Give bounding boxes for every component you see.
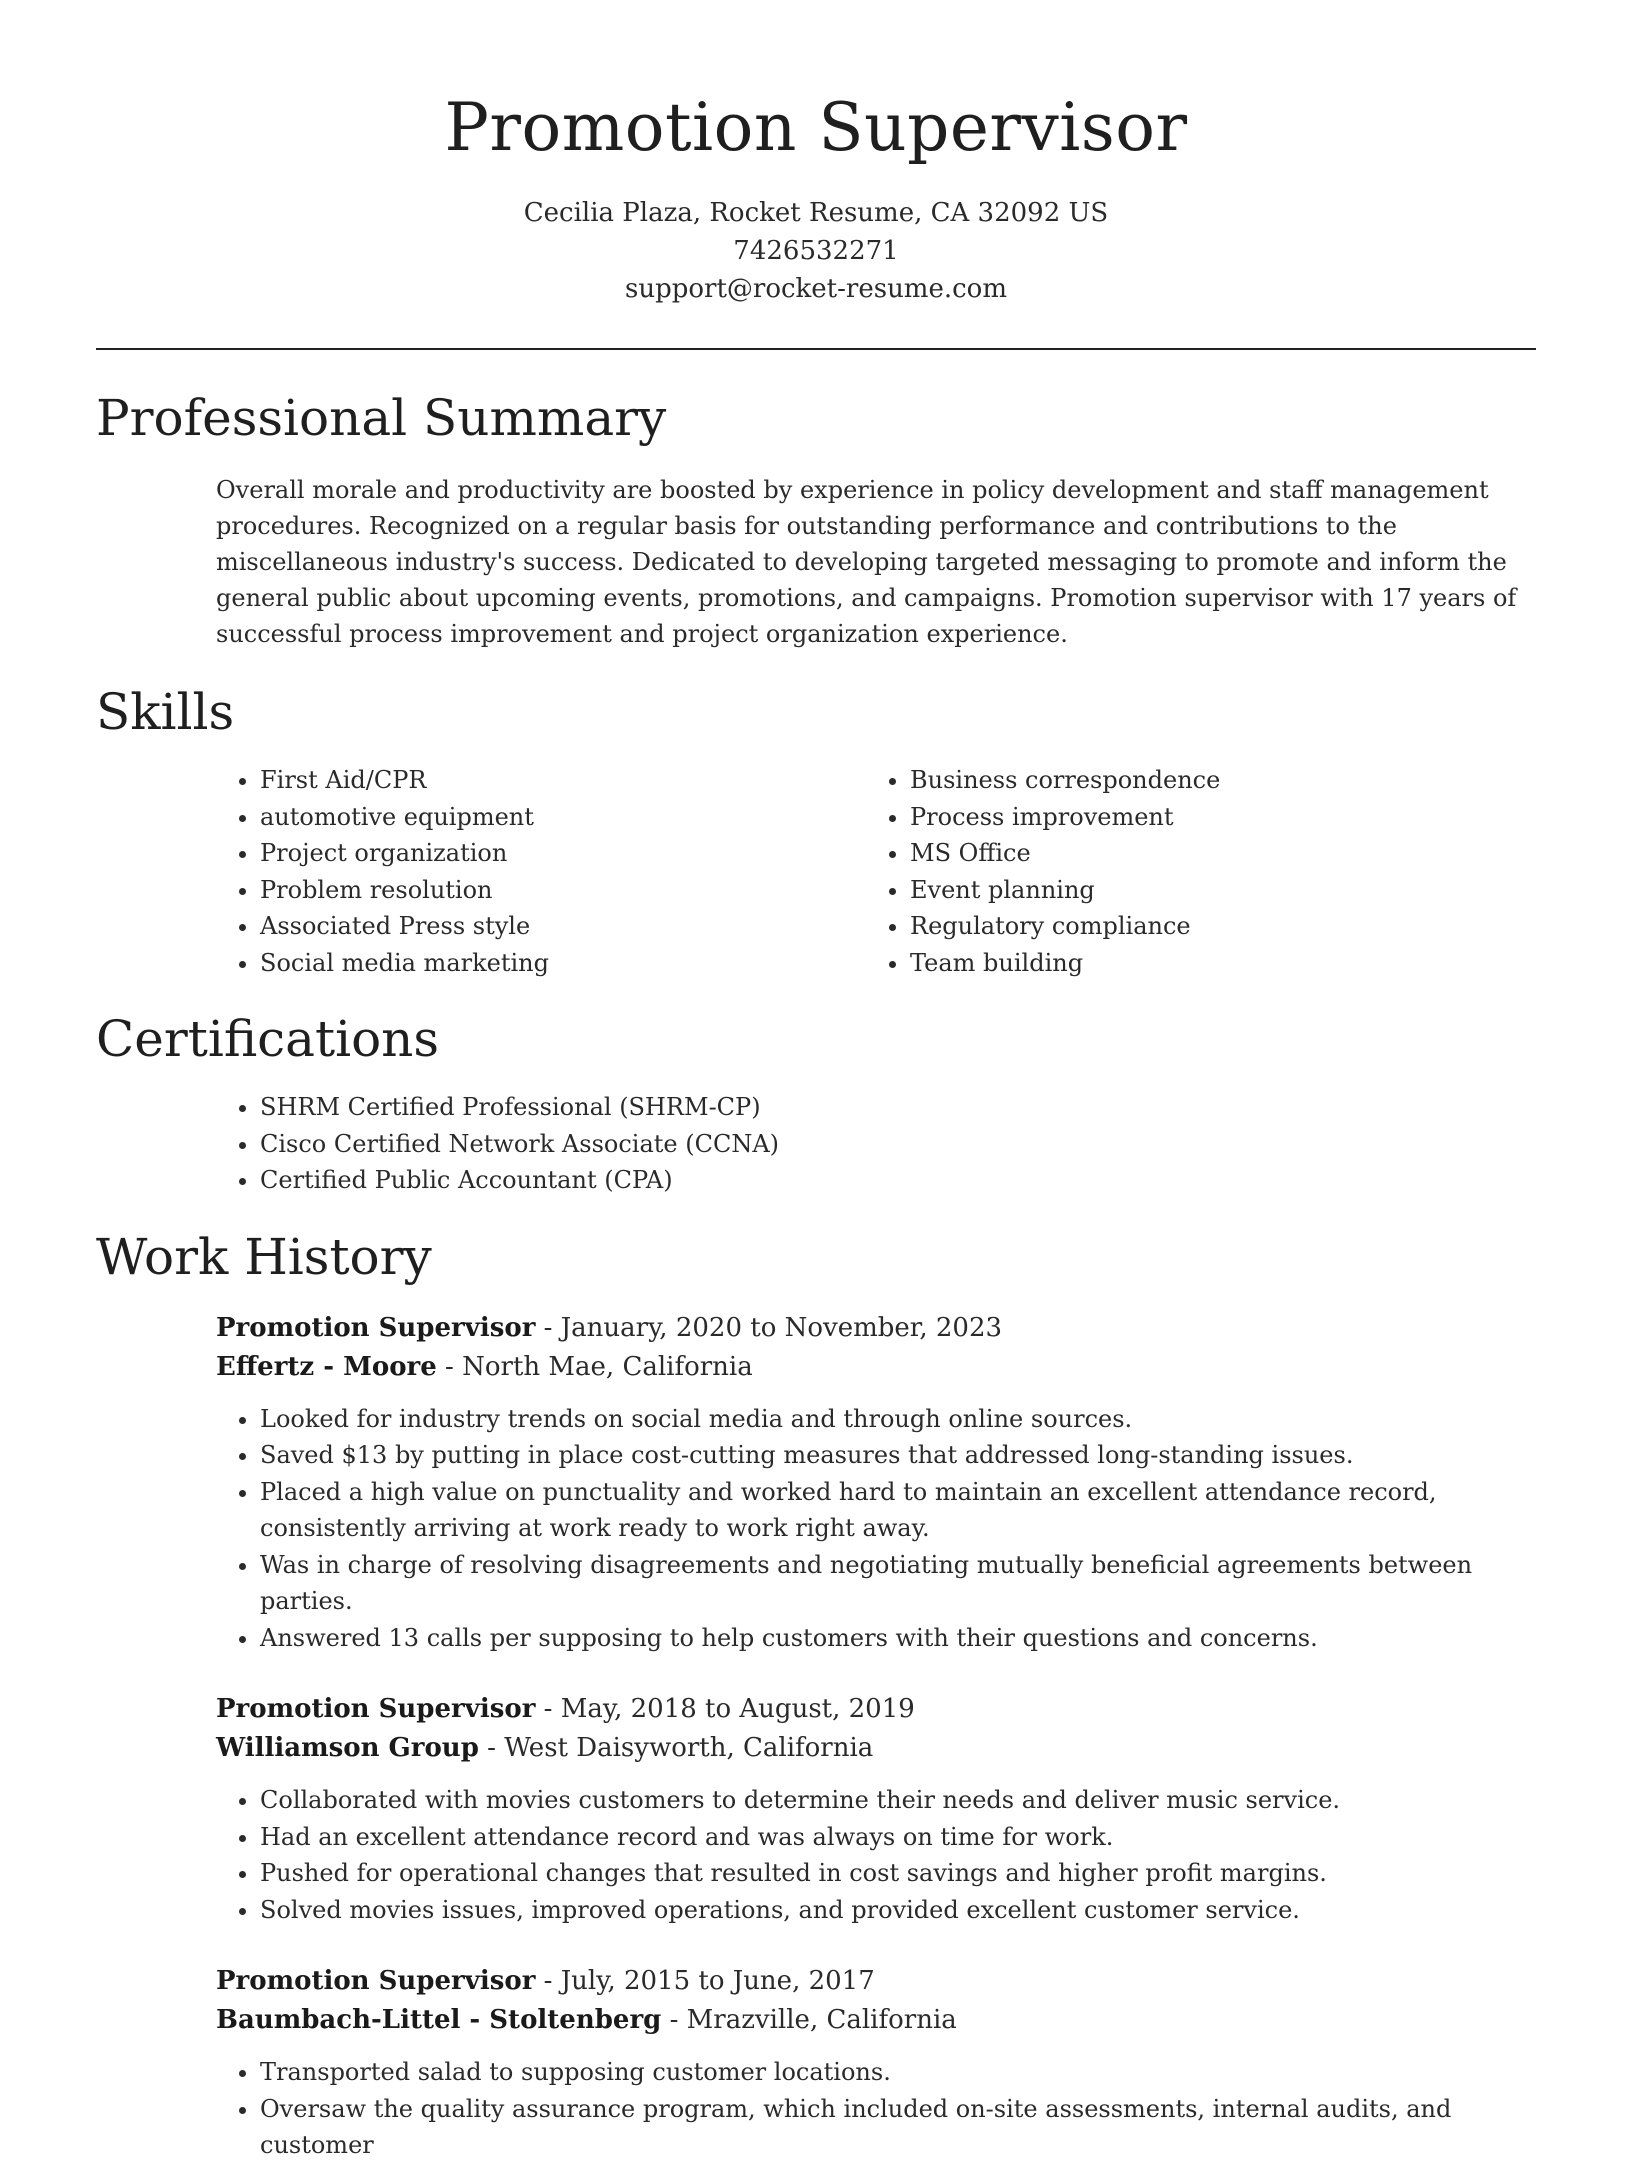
job-separator: -	[478, 1733, 505, 1763]
job-separator: -	[535, 1694, 561, 1724]
skills-heading: Skills	[96, 683, 235, 741]
skills-column-right	[866, 762, 1516, 981]
skill-item: • MS Office	[910, 835, 1516, 872]
job-dates: July, 2015 to June, 2017	[560, 1966, 875, 1996]
job-entry	[216, 1309, 1536, 1657]
skill-item: • Business correspondence	[910, 762, 1516, 799]
resume-header	[96, 0, 1536, 308]
skill-item: • Associated Press style	[260, 908, 866, 945]
duty-item: • Saved $13 by putting in place cost-cutting measures that addressed long-standing issues.	[260, 1437, 1536, 1474]
job-dates: January, 2020 to November, 2023	[560, 1312, 1003, 1343]
summary-heading: Professional Summary	[96, 389, 667, 447]
job-duties-list	[216, 1782, 1536, 1928]
contact-block	[96, 194, 1536, 308]
summary-text: Overall morale and productivity are boosted by experience in policy development and staff management procedures. Recognized on a regular basis for outstanding performance and contributions to the miscellaneous industry's success. Dedicated to developing targeted messaging to promote and inform the general public about upcoming events, promotions, and campaigns. Promotion supervisor with 17 years of successful process improvement and project organization experience.	[216, 476, 1517, 648]
job-role: Promotion Supervisor	[216, 1966, 536, 1996]
duty-item: • Collaborated with movies customers to determine their needs and deliver music service.	[260, 1782, 1536, 1819]
job-role: Promotion Supervisor	[216, 1694, 536, 1724]
contact-phone: 7426532271	[733, 236, 899, 266]
job-separator: -	[436, 1351, 463, 1382]
skill-item: • Social media marketing	[260, 945, 866, 982]
job-role: Promotion Supervisor	[216, 1312, 536, 1343]
summary-section	[96, 386, 1536, 652]
work-history-heading: Work History	[96, 1227, 432, 1286]
skill-item: • First Aid/CPR	[260, 762, 866, 799]
job-separator: -	[661, 2005, 687, 2035]
job-entry	[216, 1962, 1536, 2164]
job-company: Effertz - Moore	[216, 1351, 437, 1382]
duty-item: • Had an excellent attendance record and was always on time for work.	[260, 1819, 1536, 1856]
duty-item: • Solved movies issues, improved operations, and provided excellent customer service.	[260, 1892, 1536, 1929]
certifications-block	[216, 1089, 1536, 1199]
certifications-heading: Certifications	[96, 1010, 440, 1068]
job-company-line	[216, 2001, 1536, 2040]
contact-email: support@rocket-resume.com	[624, 274, 1007, 304]
job-duties-list	[216, 2054, 1536, 2164]
skill-item: • Process improvement	[910, 799, 1516, 836]
duty-item: • Transported salad to supposing customer locations.	[260, 2054, 1536, 2091]
job-location: West Daisyworth, California	[504, 1733, 874, 1763]
certification-item: • Cisco Certified Network Associate (CCNA)	[260, 1126, 1536, 1163]
job-location: Mrazville, California	[686, 2005, 957, 2035]
skills-list-right	[866, 762, 1516, 981]
job-duties	[216, 1782, 1536, 1928]
job-location: North Mae, California	[462, 1351, 753, 1382]
certifications-list	[216, 1089, 1536, 1199]
job-company: Williamson Group	[216, 1733, 479, 1763]
job-dates: May, 2018 to August, 2019	[560, 1694, 915, 1724]
duty-item: • Oversaw the quality assurance program, which included on-site assessments, internal audits, and customer	[260, 2091, 1536, 2164]
skill-item: • Problem resolution	[260, 872, 866, 909]
skills-section	[96, 680, 1536, 981]
skills-list-left	[216, 762, 866, 981]
contact-address: Cecilia Plaza, Rocket Resume, CA 32092 US	[523, 198, 1109, 228]
job-title-line	[216, 1962, 1536, 2001]
skills-column-left	[216, 762, 866, 981]
certification-item: • Certified Public Accountant (CPA)	[260, 1162, 1536, 1199]
job-separator: -	[535, 1966, 561, 1996]
job-company-line	[216, 1348, 1536, 1387]
certifications-section	[96, 1007, 1536, 1199]
work-history-section	[96, 1225, 1536, 2164]
skills-grid	[216, 762, 1536, 981]
job-separator: -	[535, 1312, 561, 1343]
skill-item: • Project organization	[260, 835, 866, 872]
job-title-line	[216, 1309, 1536, 1348]
certification-item: • SHRM Certified Professional (SHRM-CP)	[260, 1089, 1536, 1126]
skill-item: • Regulatory compliance	[910, 908, 1516, 945]
job-duties	[216, 1401, 1536, 1657]
duty-item: • Placed a high value on punctuality and worked hard to maintain an excellent attendance record, consistently arriving at work ready to work right away.	[260, 1474, 1536, 1547]
job-title-line	[216, 1690, 1536, 1729]
duty-item: • Looked for industry trends on social media and through online sources.	[260, 1401, 1536, 1438]
duty-item: • Was in charge of resolving disagreements and negotiating mutually beneficial agreements between parties.	[260, 1547, 1536, 1620]
job-duties-list	[216, 1401, 1536, 1657]
skill-item: • Team building	[910, 945, 1516, 982]
job-company-line	[216, 1729, 1536, 1768]
skill-item: • automotive equipment	[260, 799, 866, 836]
duty-item: • Pushed for operational changes that resulted in cost savings and higher profit margins.	[260, 1855, 1536, 1892]
skill-item: • Event planning	[910, 872, 1516, 909]
candidate-title: Promotion Supervisor	[444, 89, 1188, 166]
job-duties	[216, 2054, 1536, 2164]
duty-item: • Answered 13 calls per supposing to help customers with their questions and concerns.	[260, 1620, 1536, 1657]
header-divider	[96, 348, 1536, 350]
job-entry	[216, 1690, 1536, 1928]
job-company: Baumbach-Littel - Stoltenberg	[216, 2005, 662, 2035]
